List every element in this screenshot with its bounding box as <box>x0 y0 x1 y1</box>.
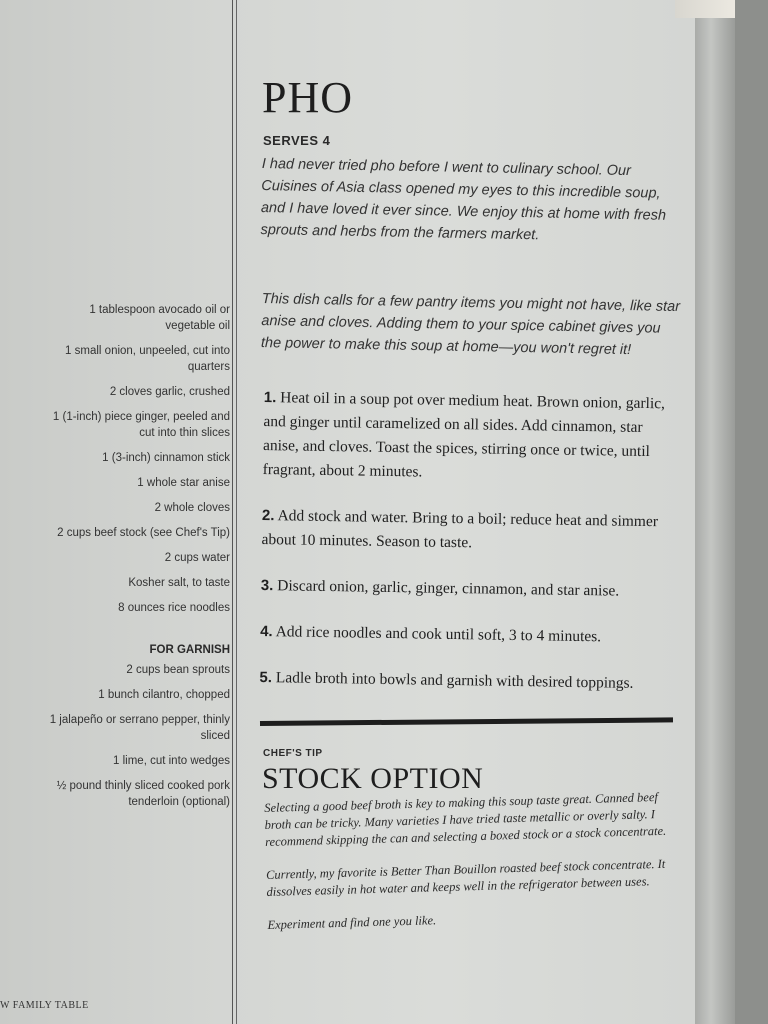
step-number: 1. <box>263 388 277 407</box>
ingredient-item: 2 cups water <box>164 552 230 564</box>
tip-paragraph: Currently, my favorite is Better Than Bouillon roasted beef stock concentrate. It dissolves easily in hot water and keeps well in the refrigerator between uses. <box>265 856 666 899</box>
garnish-heading: FOR GARNISH <box>149 644 230 656</box>
recipe-title: PHO <box>262 73 354 122</box>
chefs-tip-body <box>264 789 673 950</box>
tip-paragraph: Experiment and find one you like. <box>267 913 437 932</box>
step-text: Ladle broth into bowls and garnish with desired toppings. <box>275 669 634 692</box>
step-number: 2. <box>261 506 275 525</box>
ingredient-item: 2 cups beef stock (see Chef's Tip) <box>57 527 230 539</box>
serves-label: SERVES 4 <box>263 133 331 148</box>
running-footer: W FAMILY TABLE <box>0 1000 89 1011</box>
column-divider <box>232 0 233 1024</box>
step-number: 5. <box>259 668 273 687</box>
step-text: Heat oil in a soup pot over medium heat. Brown onion, garlic, and ginger until caramelized on all sides. Add cinnamon, star anise, and cloves. Toast the spices, stirring once or twice, until fragrant, about 2 minutes. <box>262 389 666 481</box>
step-text: Add stock and water. Bring to a boil; reduce heat and simmer about 10 minutes. Season to taste. <box>261 507 659 552</box>
section-rule <box>260 717 673 726</box>
garnish-item: 2 cups bean sprouts <box>126 664 230 676</box>
page-edge <box>695 0 735 1024</box>
intro-paragraph: This dish calls for a few pantry items you might not have, like star anise and cloves. Adding them to your spice cabinet gives you the power to make this soup at home—you won't regret it! <box>260 290 681 359</box>
ingredient-item: 2 whole cloves <box>154 502 230 514</box>
ingredient-item: 1 (1-inch) piece ginger, peeled and cut into thin slices <box>52 411 230 439</box>
garnish-item: 1 lime, cut into wedges <box>113 755 230 767</box>
garnish-item: ½ pound thinly sliced cooked pork tenderloin (optional) <box>56 780 230 808</box>
step-number: 3. <box>260 576 274 595</box>
ingredient-item: 1 whole star anise <box>137 477 230 489</box>
method-steps <box>259 386 676 718</box>
facing-page-corner <box>675 0 735 18</box>
method-step <box>261 504 674 558</box>
method-step <box>262 386 675 488</box>
ingredient-list <box>40 302 230 819</box>
ingredient-item: 2 cloves garlic, crushed <box>109 386 230 398</box>
ingredient-item: Kosher salt, to taste <box>128 577 230 589</box>
method-step <box>260 620 672 650</box>
ingredient-item: 8 ounces rice noodles <box>118 602 230 614</box>
garnish-item: 1 jalapeño or serrano pepper, thinly sliced <box>49 714 230 742</box>
column-divider-inner <box>236 0 237 1024</box>
tip-paragraph: Selecting a good beef broth is key to making this soup taste great. Canned beef broth can be tricky. Many varieties I have tried taste metallic or overly salty. I recommend skipping the can and selecting a boxed stock or a stock concentrate. <box>264 790 667 849</box>
step-text: Discard onion, garlic, ginger, cinnamon, and star anise. <box>277 577 620 600</box>
intro-paragraph: I had never tried pho before I went to culinary school. Our Cuisines of Asia class opened my eyes to this incredible soup, and I have loved it ever since. We enjoy this at home with fresh sprouts and herbs from the farmers market. <box>260 155 667 244</box>
ingredient-item: 1 tablespoon avocado oil or vegetable oil <box>89 304 230 332</box>
ingredient-item: 1 small onion, unpeeled, cut into quarters <box>65 345 230 373</box>
chefs-tip-label: CHEF'S TIP <box>263 748 323 759</box>
method-step <box>259 666 671 696</box>
step-text: Add rice noodles and cook until soft, 3 to 4 minutes. <box>275 623 602 646</box>
ingredient-item: 1 (3-inch) cinnamon stick <box>102 452 230 464</box>
method-step <box>261 574 673 604</box>
chefs-tip-title: STOCK OPTION <box>262 762 484 795</box>
garnish-item: 1 bunch cilantro, chopped <box>98 689 230 701</box>
step-number: 4. <box>260 622 273 641</box>
